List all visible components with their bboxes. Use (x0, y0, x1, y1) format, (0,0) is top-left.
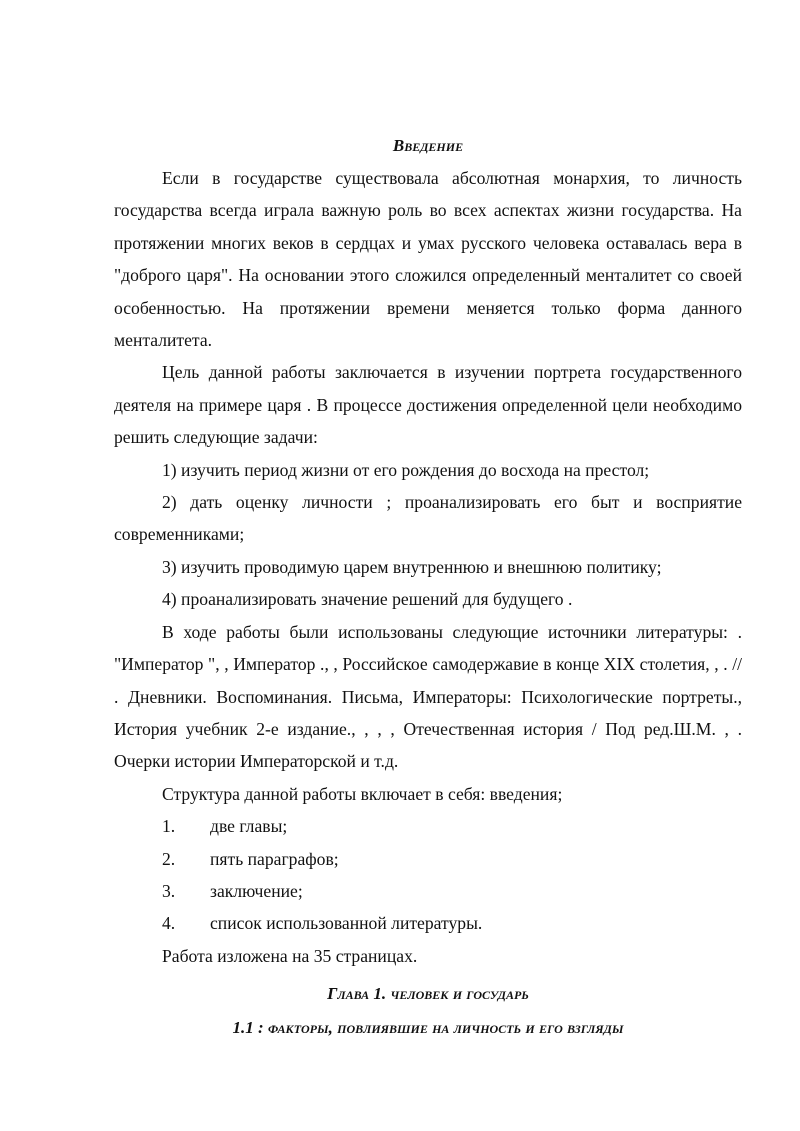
paragraph-closing: Работа изложена на 35 страницах. (162, 945, 418, 966)
paragraph-intro: Если в государстве существовала абсолютная монархия, то личность государства всегда играла важную роль во всех аспектах жизни государства. На протяжении многих веков в сердцах и умах русского человека оставалась вера в "доброго царя". На основании этого сложился определенный менталитет со своей особенностью. На протяжении времени меняется только форма данного менталитета. (114, 168, 742, 351)
list-item (114, 875, 742, 907)
section-heading: 1.1 : факторы, повлиявшие на личность и его взгляды (232, 1018, 624, 1038)
list-item-number: 1. (162, 816, 176, 837)
list-item (114, 843, 742, 875)
list-item-number: 2. (162, 848, 176, 869)
list-item-text: заключение; (210, 880, 303, 901)
paragraph-task-4: 4) проанализировать значение решений для будущего . (162, 589, 573, 610)
paragraph-structure: Структура данной работы включает в себя: введения; (162, 783, 563, 804)
paragraph-goal: Цель данной работы заключается в изучении портрета государственного деятеля на примере царя . В процессе достижения определенной цели необходимо решить следующие задачи: (114, 362, 742, 448)
paragraph-task-3: 3) изучить проводимую царем внутреннюю и внешнюю политику; (162, 556, 662, 577)
paragraph-sources: В ходе работы были использованы следующие источники литературы: . "Император ", , Император ., , Российское самодержавие в конце XIX столетия, , . // . Дневники. Воспоминания. Письма, Императоры: Психологические портреты., История учебник 2-е издание., , , , Отечественная история / Под ред.Ш.М. , . Очерки истории Императорской и т.д. (114, 621, 742, 772)
intro-heading: Введение (392, 136, 464, 155)
list-item-number: 4. (162, 913, 176, 934)
list-item-number: 3. (162, 880, 176, 901)
paragraph-task-1: 1) изучить период жизни от его рождения до восхода на престол; (162, 459, 650, 480)
list-item-text: список использованной литературы. (210, 913, 483, 934)
list-item-text: пять параграфов; (210, 848, 339, 869)
list-item (114, 907, 742, 939)
list-item (114, 810, 742, 842)
paragraph-task-2: 2) дать оценку личности ; проанализировать его быт и восприятие современниками; (114, 492, 742, 545)
list-item-text: две главы; (210, 816, 288, 837)
chapter-heading: Глава 1. человек и государь (327, 984, 529, 1004)
